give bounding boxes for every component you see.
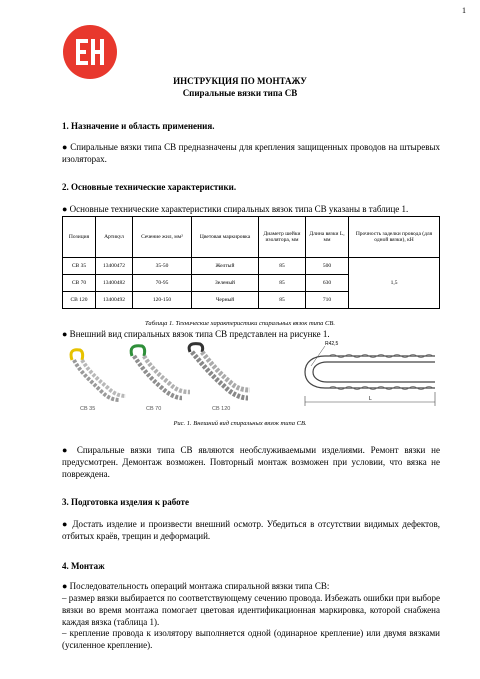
col-header: Длина вязки L, мм: [306, 217, 349, 258]
cell: Черный: [192, 292, 259, 309]
section-1-text: ● Спиральные вязки типа СВ предназначены для крепления защищенных проводов на штыревых изоляторах.: [62, 142, 440, 164]
cell: 120-150: [133, 292, 192, 309]
section-4-item-2: – крепление провода к изолятору выполняется одной (одинарное крепление) или двумя вязками (усиленное крепление).: [62, 628, 440, 650]
section-3-heading: 3. Подготовка изделия к работе: [62, 497, 189, 507]
section-3-text: ● Достать изделие и произвести внешний осмотр. Убедиться в отсутствии видимых дефектов, отбитых краёв, трещин и деформаций.: [62, 519, 440, 541]
cell: 35-50: [133, 258, 192, 275]
cell: Зеленый: [192, 275, 259, 292]
cell: 13400472: [96, 258, 133, 275]
cell: 13400492: [96, 292, 133, 309]
cell: 85: [259, 275, 306, 292]
tie-cb120-image: [189, 344, 250, 398]
doc-subtitle: Спиральные вязки типа СВ: [182, 88, 298, 98]
cell: 13400482: [96, 275, 133, 292]
cell: 70-95: [133, 275, 192, 292]
cell: 710: [306, 292, 349, 309]
col-header: Диаметр шейки изолятора, мм: [259, 217, 306, 258]
col-header: Артикул: [96, 217, 133, 258]
table-row: [63, 258, 440, 275]
fig-label-cb35: СВ 35: [80, 406, 96, 412]
spiral-ties-photo: [62, 342, 252, 412]
section-4-item-1: – размер вязки выбирается по соответствующему сечению провода. Избежать ошибки при выборе вязки во время монтажа помогает цветовая идентификационная маркировка, которой снабжена каждая вязка (таблица 1).: [62, 593, 440, 627]
cell: 85: [259, 292, 306, 309]
cell: 630: [306, 275, 349, 292]
company-logo: [62, 24, 118, 80]
cell: Желтый: [192, 258, 259, 275]
fig-label-cb120: СВ 120: [212, 406, 231, 412]
spec-table: [62, 216, 440, 309]
section-2-heading: 2. Основные технические характеристики.: [62, 182, 237, 192]
fig-label-cb70: СВ 70: [146, 406, 162, 412]
table-caption: Таблица 1. Технические характеристики спиральных вязок типа СВ.: [145, 320, 335, 327]
doc-title: ИНСТРУКЦИЯ ПО МОНТАЖУ: [173, 76, 307, 86]
col-header: Прочность заделки провода (для одной вязки), кН: [349, 217, 440, 258]
figure-intro: ● Внешний вид спиральных вязок типа СВ представлен на рисунке 1.: [62, 329, 330, 339]
cell: СВ 35: [63, 258, 96, 275]
dim-radius: R42,5: [325, 341, 339, 347]
dim-length: L: [369, 396, 372, 402]
section-2-intro: ● Основные технические характеристики спиральных вязок типа СВ указаны в таблице 1.: [62, 204, 409, 214]
page-number: 1: [462, 6, 466, 15]
section-4-intro: ● Последовательность операций монтажа спиральной вязки типа СВ:: [62, 581, 330, 591]
cell: СВ 120: [63, 292, 96, 309]
col-header: Сечение жил, мм²: [133, 217, 192, 258]
col-header: Цветовая маркировка: [192, 217, 259, 258]
section-4-heading: 4. Монтаж: [62, 561, 105, 571]
section-2-note: ● Спиральные вязки типа СВ являются необслуживаемыми изделиями. Ремонт вязки не предусмотрен. Демонтаж возможен. Повторный монтаж возможен при условии, что вязка не повреждена.: [62, 445, 440, 479]
section-1-heading: 1. Назначение и область применения.: [62, 121, 215, 131]
table-header-row: [63, 217, 440, 258]
cell: 500: [306, 258, 349, 275]
figure-caption: Рис. 1. Внешний вид спиральных вязок типа СВ.: [173, 420, 307, 427]
spiral-tie-drawing: [285, 336, 445, 412]
cell: СВ 70: [63, 275, 96, 292]
tie-cb70-image: [131, 346, 190, 398]
col-header: Позиция: [63, 217, 96, 258]
cell: 85: [259, 258, 306, 275]
cell-strength: 1,5: [349, 258, 440, 309]
tie-cb35-image: [71, 350, 126, 400]
